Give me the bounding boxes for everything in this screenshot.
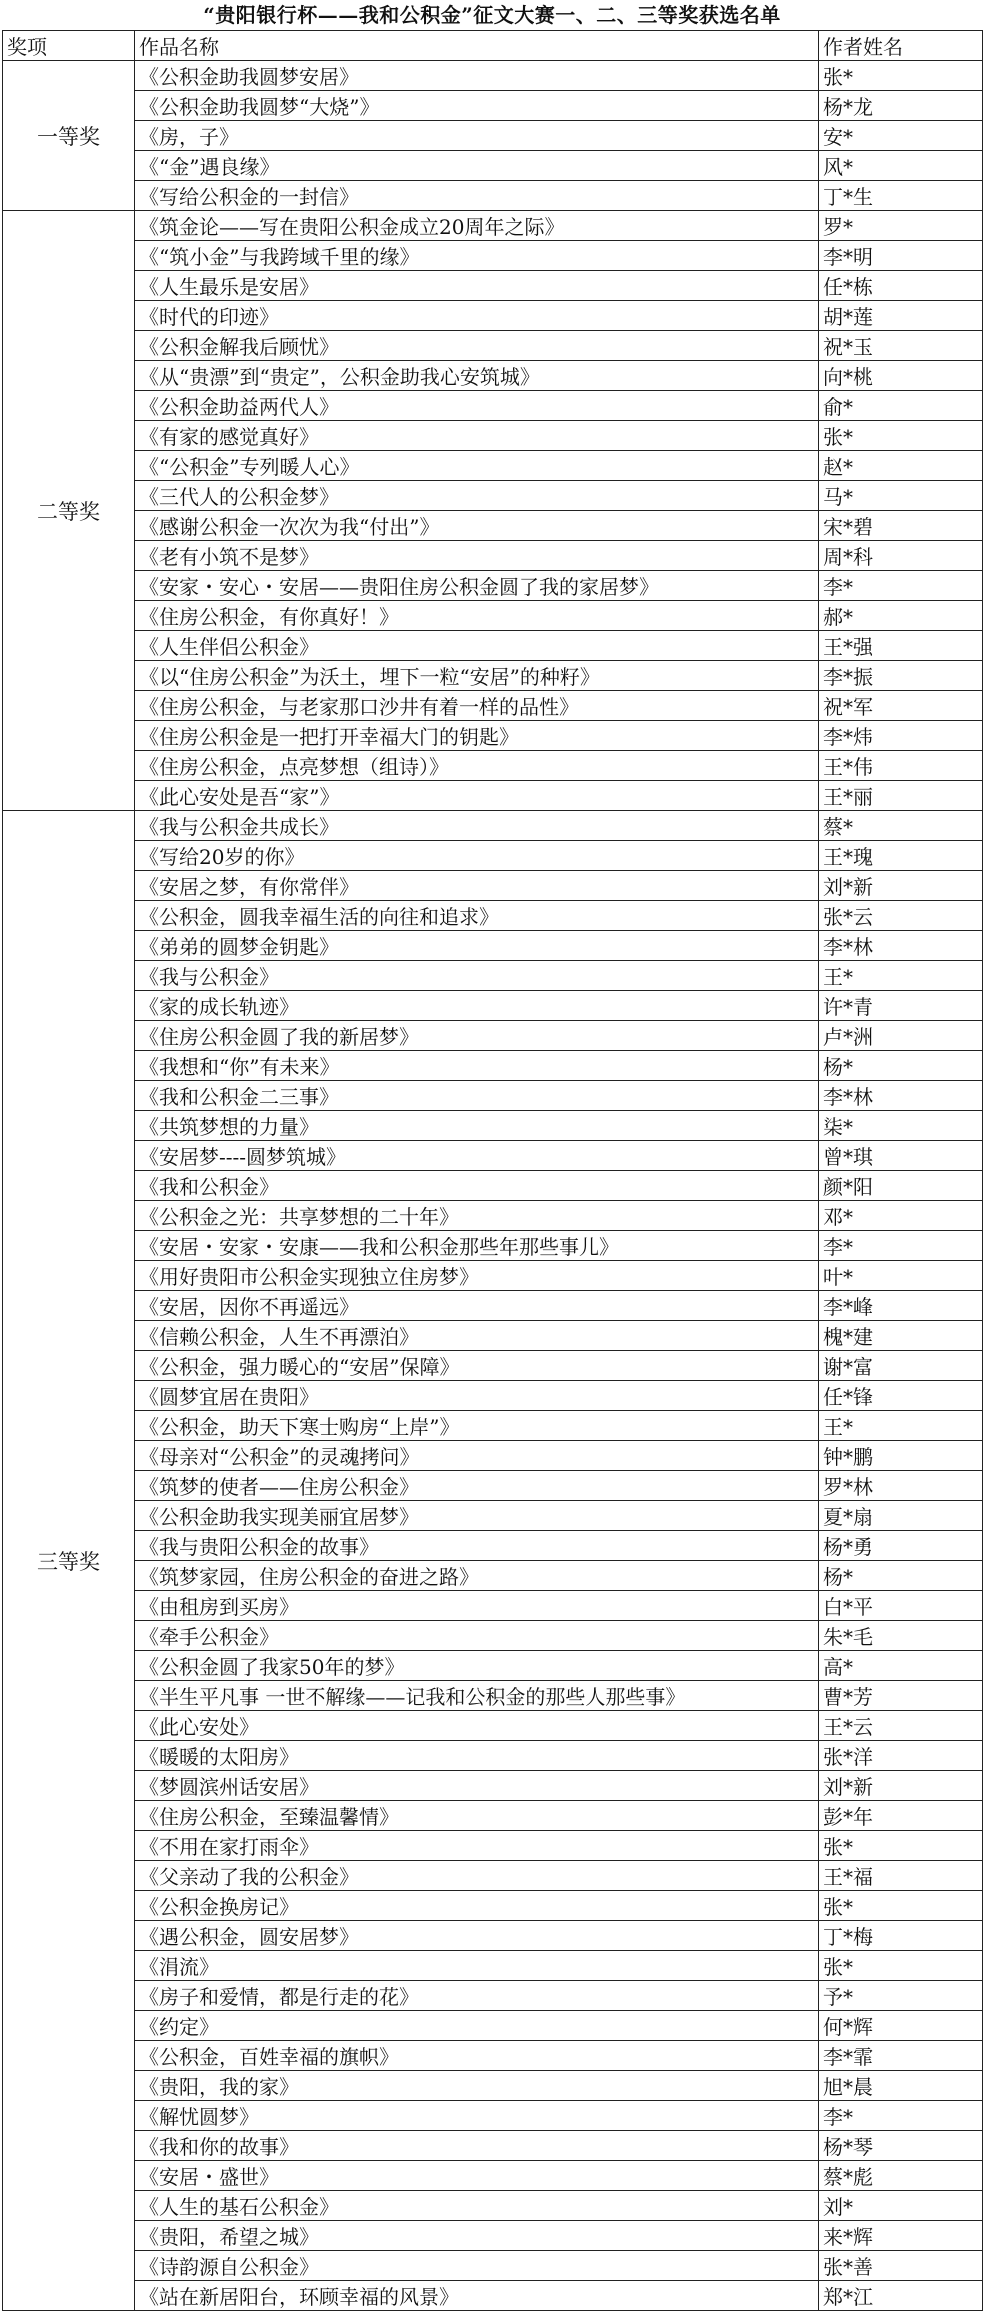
table-row (3, 2221, 983, 2251)
table-row (3, 1771, 983, 1801)
work-title-cell: 《公积金助我圆梦“大烧”》 (135, 91, 819, 121)
table-row (3, 1081, 983, 1111)
table-row (3, 2071, 983, 2101)
table-row (3, 631, 983, 661)
work-title-cell: 《圆梦宜居在贵阳》 (135, 1381, 819, 1411)
author-cell: 王*丽 (819, 781, 983, 811)
table-row (3, 721, 983, 751)
work-title-cell: 《信赖公积金，人生不再漂泊》 (135, 1321, 819, 1351)
work-title-cell: 《公积金圆了我家50年的梦》 (135, 1651, 819, 1681)
author-cell: 旭*晨 (819, 2071, 983, 2101)
author-cell: 宋*碧 (819, 511, 983, 541)
author-cell: 张* (819, 421, 983, 451)
table-row (3, 871, 983, 901)
header-work: 作品名称 (135, 31, 819, 61)
author-cell: 风* (819, 151, 983, 181)
work-title-cell: 《安居・盛世》 (135, 2161, 819, 2191)
table-row (3, 1621, 983, 1651)
work-title-cell: 《涓流》 (135, 1951, 819, 1981)
work-title-cell: 《我和你的故事》 (135, 2131, 819, 2161)
author-cell: 张*洋 (819, 1741, 983, 1771)
work-title-cell: 《时代的印迹》 (135, 301, 819, 331)
work-title-cell: 《暖暖的太阳房》 (135, 1741, 819, 1771)
table-row (3, 1411, 983, 1441)
table-row (3, 1261, 983, 1291)
work-title-cell: 《公积金，强力暖心的“安居”保障》 (135, 1351, 819, 1381)
header-author: 作者姓名 (819, 31, 983, 61)
author-cell: 李*明 (819, 241, 983, 271)
work-title-cell: 《遇公积金，圆安居梦》 (135, 1921, 819, 1951)
table-row (3, 271, 983, 301)
work-title-cell: 《用好贵阳市公积金实现独立住房梦》 (135, 1261, 819, 1291)
author-cell: 蔡* (819, 811, 983, 841)
table-row (3, 481, 983, 511)
author-cell: 安* (819, 121, 983, 151)
work-title-cell: 《安居，因你不再遥远》 (135, 1291, 819, 1321)
work-title-cell: 《母亲对“公积金”的灵魂拷问》 (135, 1441, 819, 1471)
table-row (3, 1921, 983, 1951)
work-title-cell: 《人生伴侣公积金》 (135, 631, 819, 661)
work-title-cell: 《住房公积金，与老家那口沙井有着一样的品性》 (135, 691, 819, 721)
work-title-cell: 《人生的基石公积金》 (135, 2191, 819, 2221)
author-cell: 王*伟 (819, 751, 983, 781)
work-title-cell: 《公积金助我实现美丽宜居梦》 (135, 1501, 819, 1531)
author-cell: 罗* (819, 211, 983, 241)
work-title-cell: 《公积金，助天下寒士购房“上岸”》 (135, 1411, 819, 1441)
table-row (3, 541, 983, 571)
author-cell: 刘*新 (819, 1771, 983, 1801)
table-row (3, 1321, 983, 1351)
author-cell: 丁*梅 (819, 1921, 983, 1951)
table-row (3, 2101, 983, 2131)
work-title-cell: 《公积金，圆我幸福生活的向往和追求》 (135, 901, 819, 931)
author-cell: 胡*莲 (819, 301, 983, 331)
table-row (3, 991, 983, 1021)
work-title-cell: 《安居梦----圆梦筑城》 (135, 1141, 819, 1171)
work-title-cell: 《写给公积金的一封信》 (135, 181, 819, 211)
work-title-cell: 《公积金助益两代人》 (135, 391, 819, 421)
author-cell: 杨* (819, 1051, 983, 1081)
prize-cell: 一等奖 (3, 61, 135, 211)
table-row (3, 781, 983, 811)
work-title-cell: 《我与公积金共成长》 (135, 811, 819, 841)
author-cell: 王*瑰 (819, 841, 983, 871)
table-row (3, 1561, 983, 1591)
table-row (3, 1681, 983, 1711)
work-title-cell: 《筑梦的使者——住房公积金》 (135, 1471, 819, 1501)
work-title-cell: 《房，子》 (135, 121, 819, 151)
table-row (3, 1831, 983, 1861)
work-title-cell: 《住房公积金，至臻温馨情》 (135, 1801, 819, 1831)
work-title-cell: 《约定》 (135, 2011, 819, 2041)
author-cell: 王*福 (819, 1861, 983, 1891)
author-cell: 王* (819, 1411, 983, 1441)
table-row (3, 1111, 983, 1141)
table-row (3, 2041, 983, 2071)
header-prize: 奖项 (3, 31, 135, 61)
author-cell: 李*霏 (819, 2041, 983, 2071)
work-title-cell: 《从“贵漂”到“贵定”，公积金助我心安筑城》 (135, 361, 819, 391)
work-title-cell: 《老有小筑不是梦》 (135, 541, 819, 571)
author-cell: 赵* (819, 451, 983, 481)
author-cell: 杨*勇 (819, 1531, 983, 1561)
work-title-cell: 《我和公积金二三事》 (135, 1081, 819, 1111)
work-title-cell: 《半生平凡事 一世不解缘——记我和公积金的那些人那些事》 (135, 1681, 819, 1711)
work-title-cell: 《我与公积金》 (135, 961, 819, 991)
work-title-cell: 《住房公积金是一把打开幸福大门的钥匙》 (135, 721, 819, 751)
table-row (3, 1501, 983, 1531)
work-title-cell: 《牵手公积金》 (135, 1621, 819, 1651)
table-row (3, 1291, 983, 1321)
table-row (3, 1171, 983, 1201)
author-cell: 祝*军 (819, 691, 983, 721)
table-row (3, 121, 983, 151)
table-row (3, 661, 983, 691)
work-title-cell: 《安家・安心・安居——贵阳住房公积金圆了我的家居梦》 (135, 571, 819, 601)
table-row (3, 931, 983, 961)
table-row (3, 1021, 983, 1051)
table-row (3, 241, 983, 271)
author-cell: 白*平 (819, 1591, 983, 1621)
document-title: “贵阳银行杯——我和公积金”征文大赛一、二、三等奖获选名单 (203, 3, 781, 27)
table-row (3, 1141, 983, 1171)
author-cell: 刘*新 (819, 871, 983, 901)
author-cell: 柒* (819, 1111, 983, 1141)
table-row (3, 1531, 983, 1561)
work-title-cell: 《我与贵阳公积金的故事》 (135, 1531, 819, 1561)
table-row (3, 2251, 983, 2281)
table-row (3, 2011, 983, 2041)
author-cell: 李*林 (819, 931, 983, 961)
work-title-cell: 《站在新居阳台，环顾幸福的风景》 (135, 2281, 819, 2311)
author-cell: 予* (819, 1981, 983, 2011)
author-cell: 郝* (819, 601, 983, 631)
author-cell: 李*炜 (819, 721, 983, 751)
work-title-cell: 《公积金助我圆梦安居》 (135, 61, 819, 91)
author-cell: 任*栋 (819, 271, 983, 301)
author-cell: 向*桃 (819, 361, 983, 391)
author-cell: 杨* (819, 1561, 983, 1591)
author-cell: 李* (819, 2101, 983, 2131)
author-cell: 郑*江 (819, 2281, 983, 2311)
work-title-cell: 《不用在家打雨伞》 (135, 1831, 819, 1861)
table-row (3, 211, 983, 241)
author-cell: 任*锋 (819, 1381, 983, 1411)
table-row (3, 2191, 983, 2221)
table-row (3, 61, 983, 91)
author-cell: 朱*毛 (819, 1621, 983, 1651)
author-cell: 彭*年 (819, 1801, 983, 1831)
award-table-body (3, 31, 983, 2311)
work-title-cell: 《此心安处》 (135, 1711, 819, 1741)
table-row (3, 1201, 983, 1231)
table-row (3, 361, 983, 391)
author-cell: 李* (819, 571, 983, 601)
table-row (3, 601, 983, 631)
table-row (3, 1861, 983, 1891)
work-title-cell: 《解忧圆梦》 (135, 2101, 819, 2131)
author-cell: 李* (819, 1231, 983, 1261)
table-row (3, 961, 983, 991)
work-title-cell: 《贵阳，希望之城》 (135, 2221, 819, 2251)
table-row (3, 841, 983, 871)
work-title-cell: 《三代人的公积金梦》 (135, 481, 819, 511)
work-title-cell: 《安居・安家・安康——我和公积金那些年那些事儿》 (135, 1231, 819, 1261)
author-cell: 许*青 (819, 991, 983, 1021)
work-title-cell: 《我想和“你”有未来》 (135, 1051, 819, 1081)
prize-cell: 三等奖 (3, 811, 135, 2311)
work-title-cell: 《住房公积金圆了我的新居梦》 (135, 1021, 819, 1051)
work-title-cell: 《人生最乐是安居》 (135, 271, 819, 301)
author-cell: 杨*琴 (819, 2131, 983, 2161)
table-row (3, 1471, 983, 1501)
work-title-cell: 《公积金换房记》 (135, 1891, 819, 1921)
table-row (3, 421, 983, 451)
author-cell: 来*辉 (819, 2221, 983, 2251)
author-cell: 李*林 (819, 1081, 983, 1111)
author-cell: 周*科 (819, 541, 983, 571)
author-cell: 王* (819, 961, 983, 991)
author-cell: 高* (819, 1651, 983, 1681)
work-title-cell: 《以“住房公积金”为沃土，埋下一粒“安居”的种籽》 (135, 661, 819, 691)
author-cell: 丁*生 (819, 181, 983, 211)
author-cell: 卢*洲 (819, 1021, 983, 1051)
author-cell: 邓* (819, 1201, 983, 1231)
author-cell: 张* (819, 1891, 983, 1921)
work-title-cell: 《住房公积金，有你真好！》 (135, 601, 819, 631)
table-row (3, 181, 983, 211)
table-row (3, 151, 983, 181)
table-row (3, 391, 983, 421)
work-title-cell: 《诗韵源自公积金》 (135, 2251, 819, 2281)
work-title-cell: 《由租房到买房》 (135, 1591, 819, 1621)
work-title-cell: 《有家的感觉真好》 (135, 421, 819, 451)
author-cell: 张* (819, 1951, 983, 1981)
table-row (3, 511, 983, 541)
work-title-cell: 《筑梦家园，住房公积金的奋进之路》 (135, 1561, 819, 1591)
author-cell: 祝*玉 (819, 331, 983, 361)
author-cell: 颜*阳 (819, 1171, 983, 1201)
table-row (3, 1741, 983, 1771)
author-cell: 李*峰 (819, 1291, 983, 1321)
author-cell: 李*振 (819, 661, 983, 691)
table-row (3, 1651, 983, 1681)
table-row (3, 2131, 983, 2161)
author-cell: 张* (819, 1831, 983, 1861)
work-title-cell: 《父亲动了我的公积金》 (135, 1861, 819, 1891)
work-title-cell: 《房子和爱情，都是行走的花》 (135, 1981, 819, 2011)
author-cell: 马* (819, 481, 983, 511)
work-title-cell: 《安居之梦，有你常伴》 (135, 871, 819, 901)
work-title-cell: 《住房公积金，点亮梦想（组诗）》 (135, 751, 819, 781)
table-row (3, 1591, 983, 1621)
prize-cell: 二等奖 (3, 211, 135, 811)
author-cell: 张* (819, 61, 983, 91)
table-row (3, 1441, 983, 1471)
author-cell: 蔡*彪 (819, 2161, 983, 2191)
table-row (3, 1381, 983, 1411)
work-title-cell: 《筑金论——写在贵阳公积金成立20周年之际》 (135, 211, 819, 241)
author-cell: 曾*琪 (819, 1141, 983, 1171)
table-row (3, 2161, 983, 2191)
author-cell: 张*善 (819, 2251, 983, 2281)
table-row (3, 1351, 983, 1381)
author-cell: 王*强 (819, 631, 983, 661)
author-cell: 叶* (819, 1261, 983, 1291)
work-title-cell: 《“金”遇良缘》 (135, 151, 819, 181)
author-cell: 王*云 (819, 1711, 983, 1741)
work-title-cell: 《共筑梦想的力量》 (135, 1111, 819, 1141)
author-cell: 钟*鹏 (819, 1441, 983, 1471)
table-row (3, 301, 983, 331)
work-title-cell: 《贵阳，我的家》 (135, 2071, 819, 2101)
author-cell: 曹*芳 (819, 1681, 983, 1711)
table-row (3, 751, 983, 781)
table-header-row (3, 31, 983, 61)
author-cell: 刘* (819, 2191, 983, 2221)
work-title-cell: 《感谢公积金一次次为我“付出”》 (135, 511, 819, 541)
table-row (3, 571, 983, 601)
table-row (3, 91, 983, 121)
table-row (3, 1981, 983, 2011)
work-title-cell: 《弟弟的圆梦金钥匙》 (135, 931, 819, 961)
work-title-cell: 《写给20岁的你》 (135, 841, 819, 871)
work-title-cell: 《梦圆滨州话安居》 (135, 1771, 819, 1801)
work-title-cell: 《此心安处是吾“家”》 (135, 781, 819, 811)
table-row (3, 1951, 983, 1981)
author-cell: 槐*建 (819, 1321, 983, 1351)
table-row (3, 1231, 983, 1261)
author-cell: 杨*龙 (819, 91, 983, 121)
author-cell: 张*云 (819, 901, 983, 931)
author-cell: 罗*林 (819, 1471, 983, 1501)
table-row (3, 691, 983, 721)
work-title-cell: 《“公积金”专列暖人心》 (135, 451, 819, 481)
table-row (3, 1801, 983, 1831)
author-cell: 夏*扇 (819, 1501, 983, 1531)
table-row (3, 901, 983, 931)
table-row (3, 811, 983, 841)
work-title-cell: 《“筑小金”与我跨域千里的缘》 (135, 241, 819, 271)
work-title-cell: 《公积金解我后顾忧》 (135, 331, 819, 361)
work-title-cell: 《家的成长轨迹》 (135, 991, 819, 1021)
work-title-cell: 《公积金，百姓幸福的旗帜》 (135, 2041, 819, 2071)
table-row (3, 451, 983, 481)
author-cell: 何*辉 (819, 2011, 983, 2041)
table-row (3, 1891, 983, 1921)
table-row (3, 2281, 983, 2311)
award-table (2, 30, 983, 2311)
work-title-cell: 《公积金之光：共享梦想的二十年》 (135, 1201, 819, 1231)
work-title-cell: 《我和公积金》 (135, 1171, 819, 1201)
author-cell: 谢*富 (819, 1351, 983, 1381)
table-row (3, 1711, 983, 1741)
table-row (3, 331, 983, 361)
table-row (3, 1051, 983, 1081)
author-cell: 俞* (819, 391, 983, 421)
